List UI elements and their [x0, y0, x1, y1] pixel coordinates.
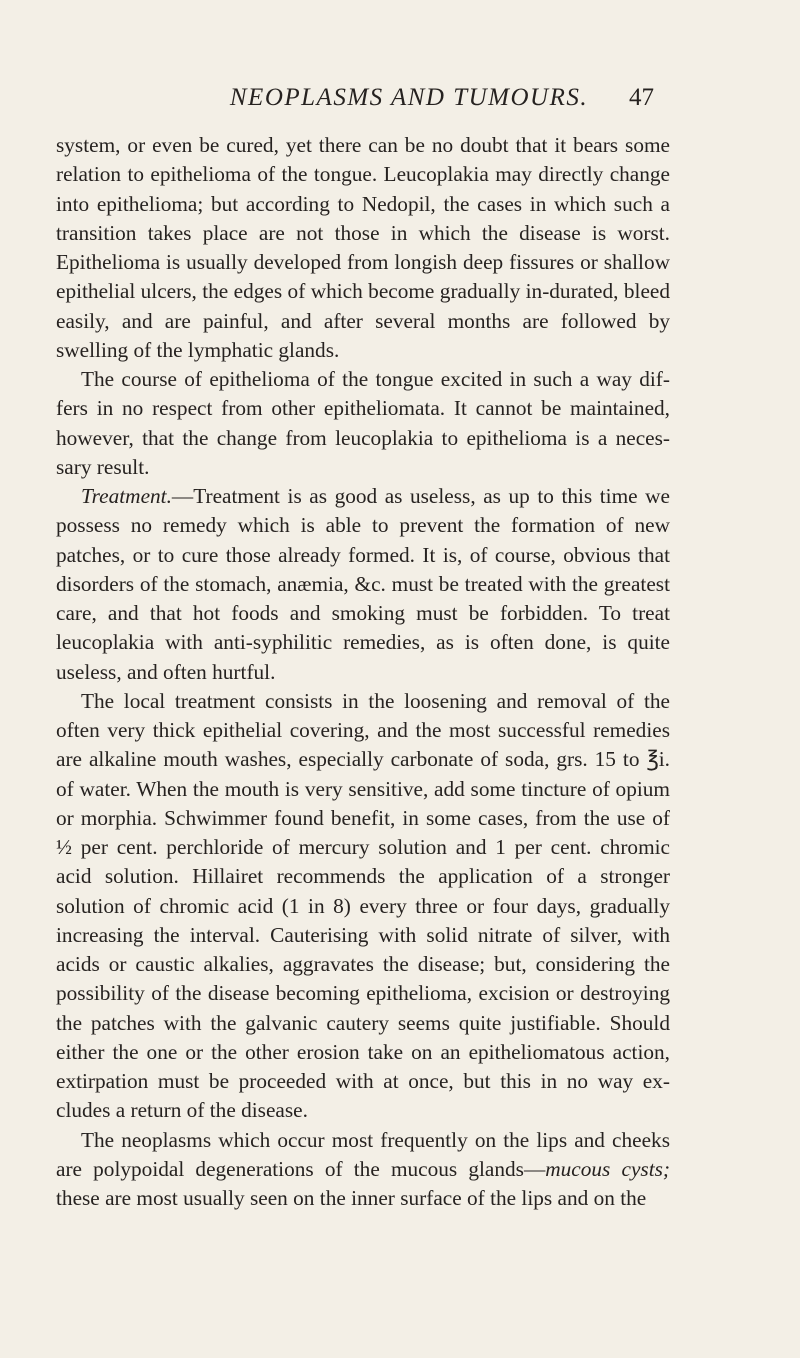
paragraph-epithelioma-course: [56, 365, 670, 482]
treatment-heading: Treatment.: [81, 484, 172, 508]
running-title: NEOPLASMS AND TUMOURS.: [229, 84, 589, 111]
paragraph-treatment: [56, 482, 670, 687]
mucous-cysts-term: mucous cysts;: [545, 1156, 670, 1181]
paragraph-text: The local treatment consists in the loosening and removal of the often very thick epithelial covering, and the most successful remedies are alkaline mouth washes, especially carbonate of soda, grs. 15 to ℥i. of water. When the mouth is very sensitive, add some tincture of opium or morphia. Schwimmer found benefit, in some cases, from the use of ½ per cent. perchloride of mercury solution and 1 per cent. chromic acid solution. Hillairet recommends the application of a stronger solution of chromic acid (1 in 8) every three or four days, gradually increasing the interval. Cauterising with solid nitrate of silver, with acids or caustic alkalies, aggravates the disease; but, considering the possibility of the disease becoming epithelioma, excision or destroying the patches with the galvanic cautery seems quite justifiable. Should either the one or the other erosion take on an epitheliomatous action, extirpation must be proceeded with at once, but this in no way ex-cludes a return of the disease.: [56, 688, 670, 1123]
paragraph-text: —Treatment is as good as useless, as up to this time we possess no remedy which is able to prevent the formation of new patches, or to cure those already formed. It is, of course, obvious that disorders of the stomach, anæmia, &c. must be treated with the greatest care, and that hot foods and smoking must be forbidden. To treat leucoplakia with anti-syphilitic remedies, as is often done, is quite useless, and often hurtful.: [56, 484, 670, 684]
paragraph-neoplasms: [56, 1126, 670, 1214]
paragraph-text: The course of epithelioma of the tongue excited in such a way dif-fers in no respect from other epitheliomata. It cannot be maintained, however, that the change from leucoplakia to epithelioma is a neces-sary result.: [56, 367, 670, 479]
page-header: [0, 84, 800, 120]
page-number: 47: [629, 84, 654, 111]
paragraph-local-treatment: [56, 687, 670, 1126]
paragraph-continuation: [56, 131, 670, 365]
paragraph-text: The neoplasms which occur most frequently on the lips and cheeks are polypoidal degenerations of the mucous glands—: [56, 1127, 670, 1181]
paragraph-text-tail: these are most usually seen on the inner surface of the lips and on the: [56, 1186, 647, 1210]
paragraph-text: system, or even be cured, yet there can be no doubt that it bears some relation to epithelioma of the tongue. Leucoplakia may directly change into epithelioma; but according to Nedopil, the cases in which such a transition takes place are not those in which the disease is worst. Epithelioma is usually developed from longish deep fissures or shallow epithelial ulcers, the edges of which become gradually in-durated, bleed easily, and are painful, and after several months are followed by swelling of the lymphatic glands.: [56, 133, 670, 362]
body-text: [56, 131, 670, 1213]
